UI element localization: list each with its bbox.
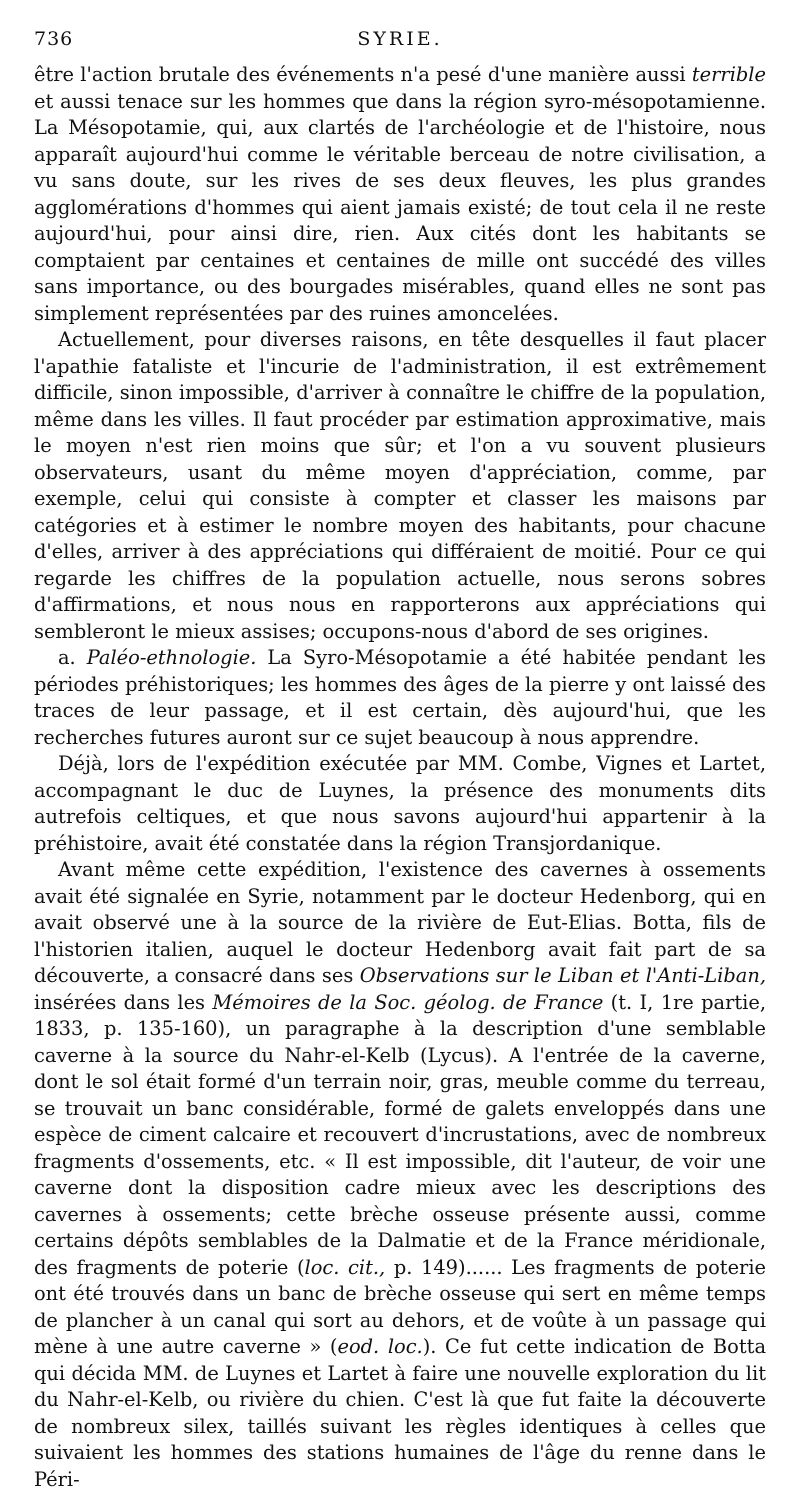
italic-text: Mémoires de la Soc. géolog. de France — [212, 990, 604, 1014]
paragraph-5 — [34, 857, 766, 1493]
text-segment: Déjà, lors de l'expédition exécutée par MM. Combe, Vignes et Lartet, accompagnant le duc de Luynes, la présence des monuments dits autrefois celtiques, et que nous savons aujourd'hui appartenir à la préhistoire, avait été constatée dans la région Transjordanique. — [34, 752, 766, 855]
text-segment: et aussi tenace sur les hommes que dans la région syro-mésopotamienne. La Mésopotamie, qui, aux clartés de l'archéologie et de l'histoire, nous apparaît aujourd'hui comme le véritable berceau de notre civilisation, a vu sans doute, sur les rives de ses deux fleuves, les plus grandes agglomérations d'hommes qui aient jamais existé; de tout cela il ne reste aujourd'hui, pour ainsi dire, rien. Aux cités dont les habitants se comptaient par centaines et centaines de mille ont succédé des villes sans importance, ou des bourgades misérables, quand elles ne sont pas simplement représentées par des ruines amoncelées. — [34, 89, 766, 325]
italic-text: terrible — [691, 63, 766, 86]
text-segment: Avant même cette expédition, l'existence des cavernes à ossements avait été signalée en Syrie, notamment par le docteur Hedenborg, qui en avait observé une à la source de la rivière de Eut-Elias. Botta, fils de l'historien italien, auquel le docteur Hedenborg avait fait part de sa découverte, a consacré dans ses — [34, 858, 766, 987]
text-segment: Actuellement, pour diverses raisons, en tête desquelles il faut placer l'apathie fataliste et l'incurie de l'administration, il est extrêmement difficile, sinon impossible, d'arriver à connaître le chiffre de la population, même dans les villes. Il faut procéder par estimation approximative, mais le moyen n'est rien moins que sûr; et l'on a vu souvent plusieurs observateurs, usant du même moyen d'appréciation, comme, par exemple, celui qui consiste à compter et classer les maisons par catégories et à estimer le nombre moyen des habitants, pour chacune d'elles, arriver à des appréciations qui différaient de moitié. Pour ce qui regarde les chiffres de la population actuelle, nous serons sobres d'affirmations, et nous nous en rapporterons aux appréciations qui sembleront le mieux assises; occupons-nous d'abord de ses origines. — [34, 328, 766, 643]
paragraph-4 — [34, 751, 766, 857]
text-segment: ). Ce fut cette indication de Botta qui décida MM. de Luynes et Lartet à faire une nouvelle exploration du lit du Nahr-el-Kelb, ou rivière du chien. C'est là que fut faite la découverte de nombreux silex, taillés suivant les règles identiques à celles que suivaient les hommes des stations humaines de l'âge du renne dans le Péri- — [34, 1335, 766, 1491]
paragraph-3 — [34, 645, 766, 751]
paragraph-1 — [34, 62, 766, 327]
body-text — [34, 62, 766, 1493]
text-segment: (t. I, 1re partie, 1833, p. 135-160), un paragraphe à la description d'une semblable caverne à la source du Nahr-el-Kelb (Lycus). A l'entrée de la caverne, dont le sol était formé d'un terrain noir, gras, meuble comme du terreau, se trouvait un banc considérable, formé de galets enveloppés dans une espèce de ciment calcaire et recouvert d'incrustations, avec de nombreux fragments d'ossements, etc. « Il est impossible, dit l'auteur, de voir une caverne dont la disposition cadre mieux avec les descriptions des cavernes à ossements; cette brèche osseuse présente aussi, comme certains dépôts semblables de la Dalmatie et de la France méridionale, des fragments de poterie ( — [34, 990, 766, 1279]
document-page — [34, 28, 766, 1493]
page-header — [34, 28, 766, 58]
italic-text: Paléo-ethnologie. — [86, 646, 257, 669]
text-segment: insérées dans les — [34, 990, 213, 1014]
page-number: 736 — [34, 28, 74, 50]
text-segment: être l'action brutale des événements n'a pesé d'une manière aussi — [34, 63, 692, 86]
italic-text: loc. cit., — [304, 1255, 386, 1279]
text-segment: La Syro-Mésopotamie a été habitée pendant les périodes préhistoriques; les hommes des âges de la pierre y ont laissé des traces de leur passage, et il est certain, dès aujourd'hui, que les recherches futures auront sur ce sujet beaucoup à nous apprendre. — [34, 646, 767, 749]
running-head: SYRIE. — [357, 28, 443, 50]
text-segment: a. — [58, 646, 87, 669]
text-segment: p. 149)...... Les fragments de poterie ont été trouvés dans un banc de brèche osseuse qui sert en même temps de plancher à un canal qui sort au dehors, et de voûte à un passage qui mène à une autre caverne » ( — [34, 1255, 766, 1358]
italic-text: Observations sur le Liban et l'Anti-Liban, — [359, 964, 766, 987]
italic-text: eod. loc. — [337, 1335, 423, 1358]
paragraph-2 — [34, 327, 766, 645]
